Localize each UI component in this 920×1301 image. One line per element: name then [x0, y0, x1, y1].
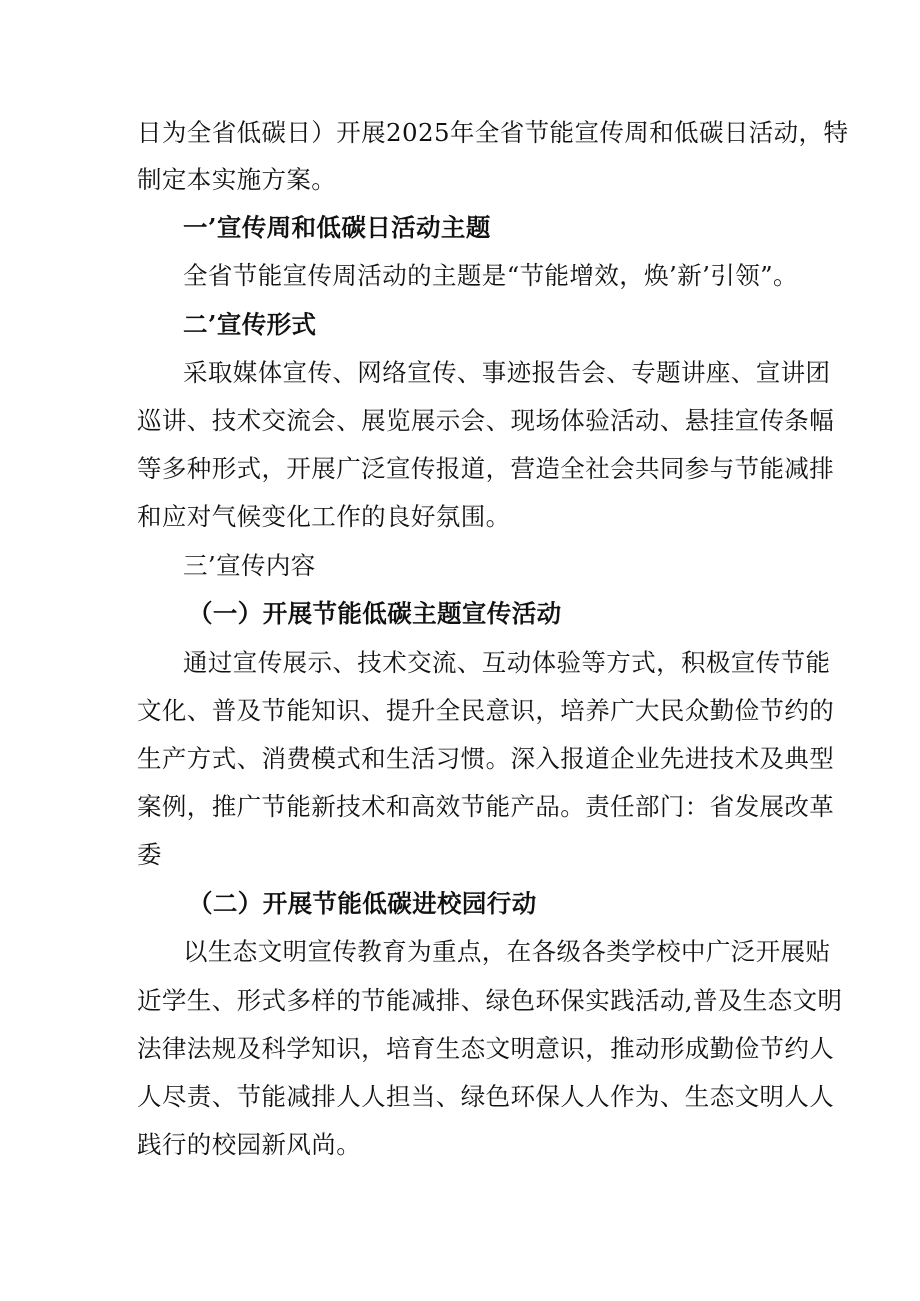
section-heading-theme: 一’宣传周和低碳日活动主题 — [183, 213, 491, 242]
campus-line-1: 以生态文明宣传教育为重点，在各级各类学校中广泛开展贴 — [183, 937, 831, 966]
section-heading-content: 三’宣传内容 — [183, 551, 316, 580]
theme-activity-line-1: 通过宣传展示、技术交流、互动体验等方式，积极宣传节能 — [183, 648, 831, 677]
subsection-heading-campus: （二）开展节能低碳进校园行动 — [188, 889, 537, 918]
forms-line-4: 和应对气候变化工作的良好氛围。 — [137, 502, 511, 531]
theme-activity-line-5: 委 — [137, 840, 162, 869]
forms-line-3: 等多种形式，开展广泛宣传报道，营造全社会共同参与节能减排 — [137, 454, 835, 483]
theme-activity-line-4: 案例，推广节能新技术和高效节能产品。责任部门：省发展改革 — [137, 792, 835, 821]
intro-line-1: 日为全省低碳日）开展2025年全省节能宣传周和低碳日活动，特 — [137, 118, 849, 147]
intro-line-2: 制定本实施方案。 — [137, 165, 337, 194]
forms-line-1: 采取媒体宣传、网络宣传、事迹报告会、专题讲座、宣讲团 — [183, 358, 831, 387]
theme-activity-line-3: 生产方式、消费模式和生活习惯。深入报道企业先进技术及典型 — [137, 744, 835, 773]
campus-line-5: 践行的校园新风尚。 — [137, 1130, 362, 1159]
subsection-heading-theme-activity: （一）开展节能低碳主题宣传活动 — [188, 599, 562, 628]
theme-paragraph: 全省节能宣传周活动的主题是“节能增效，焕’新’引领”。 — [183, 261, 798, 290]
theme-activity-line-2: 文化、普及节能知识、提升全民意识，培养广大民众勤俭节约的 — [137, 696, 835, 725]
section-heading-forms: 二’宣传形式 — [183, 310, 317, 339]
campus-line-2: 近学生、形式多样的节能减排、绿色环保实践活动,普及生态文明 — [137, 986, 843, 1015]
forms-line-2: 巡讲、技术交流会、展览展示会、现场体验活动、悬挂宣传条幅 — [137, 406, 835, 435]
campus-line-4: 人尽责、节能减排人人担当、绿色环保人人作为、生态文明人人 — [137, 1082, 835, 1111]
campus-line-3: 法律法规及科学知识，培育生态文明意识，推动形成勤俭节约人 — [137, 1034, 835, 1063]
